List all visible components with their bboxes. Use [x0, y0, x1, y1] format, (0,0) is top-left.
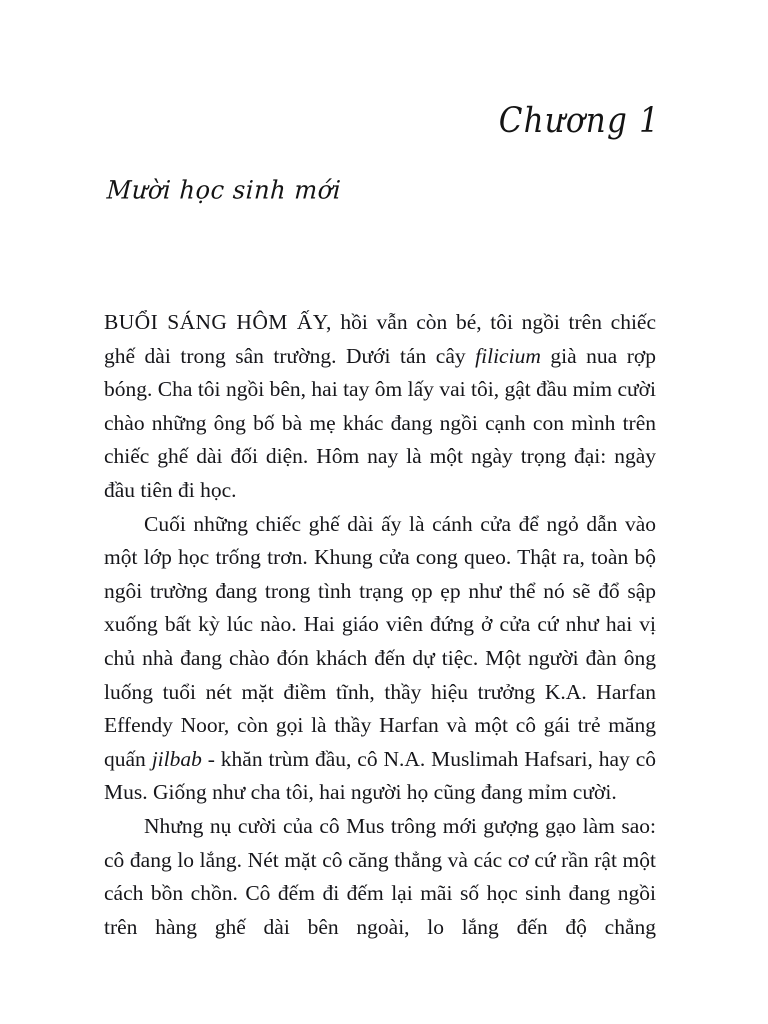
paragraph-1-segment-b: già nua rợp bóng. Cha tôi ngồi bên, hai tay ôm lấy vai tôi, gật đầu mỉm cười chào những ông bố bà mẹ khác đang ngồi cạnh con mình trên chiếc ghế dài đối diện. Hôm nay là một ngày trọng đại: ngày đầu tiên đi học.: [104, 343, 656, 502]
paragraph-2-segment-b: - khăn trùm đầu, cô N.A. Muslimah Hafsari, hay cô Mus. Giống như cha tôi, hai người họ cũng đang mỉm cười.: [104, 746, 656, 805]
paragraph-1: [104, 306, 656, 508]
paragraph-3-segment-a: Nhưng nụ cười của cô Mus trông mới gượng gạo làm sao: cô đang lo lắng. Nét mặt cô căng thẳng và các cơ cứ rần rật một cách bồn chồn. Cô đếm đi đếm lại mãi số học sinh đang ngồi trên hàng ghế dài bên ngoài, lo lắng đến độ chẳng: [104, 813, 656, 939]
paragraph-2-italic-jilbab: jilbab: [151, 746, 202, 771]
paragraph-2: [104, 508, 656, 810]
chapter-number: Chương 1: [498, 100, 660, 142]
paragraph-3: [104, 810, 656, 944]
paragraph-1-segment-a: hồi vẫn còn bé, tôi ngồi trên chiếc ghế dài trong sân trường. Dưới tán cây: [104, 310, 656, 368]
paragraph-1-italic-filicium: filicium: [475, 343, 541, 368]
paragraph-1-opening: BUỔI SÁNG HÔM ẤY,: [104, 310, 332, 334]
paragraph-2-segment-a: Cuối những chiếc ghế dài ấy là cánh cửa để ngỏ dẫn vào một lớp học trống trơn. Khung cửa cong queo. Thật ra, toàn bộ ngôi trường đang trong tình trạng ọp ẹp như thể nó sẽ đổ sập xuống bất kỳ lúc nào. Hai giáo viên đứng ở cửa cứ như hai vị chủ nhà đang chào đón khách đến dự tiệc. Một người đàn ông luống tuổi nét mặt điềm tĩnh, thầy hiệu trưởng K.A. Harfan Effendy Noor, còn gọi là thầy Harfan và một cô gái trẻ măng quấn: [104, 511, 656, 771]
chapter-title: Mười học sinh mới: [106, 175, 342, 205]
body-text-block: [104, 306, 656, 944]
